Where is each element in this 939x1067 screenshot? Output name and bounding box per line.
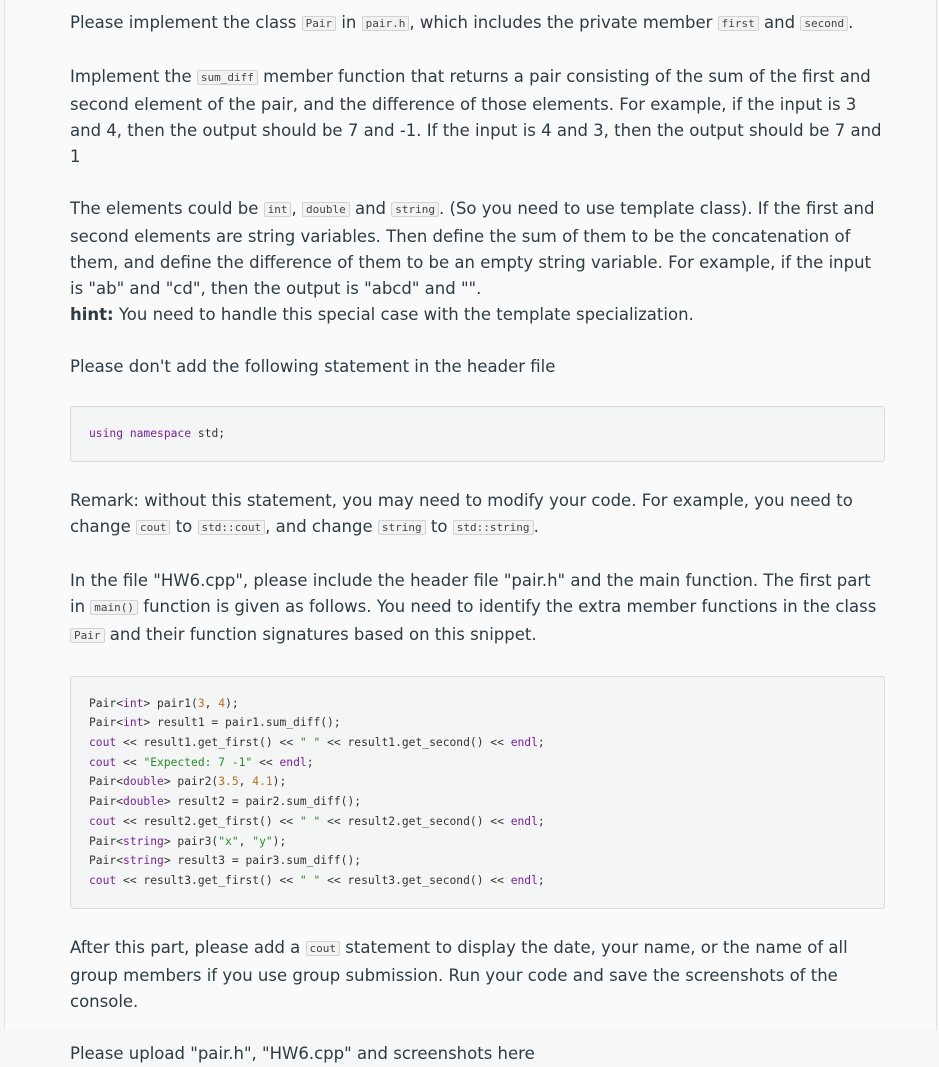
code-line xyxy=(89,832,866,852)
code-token: << result3.get_first() << xyxy=(116,873,300,887)
text: , xyxy=(291,199,302,218)
code-token: 4.1 xyxy=(252,775,273,789)
inline-code: Pair xyxy=(302,16,337,31)
code-token: Pair< xyxy=(89,716,124,730)
code-token: , xyxy=(238,834,253,848)
code-token: ; xyxy=(537,736,545,750)
code-token: << result3.get_second() << xyxy=(320,873,511,887)
code-token: cout xyxy=(89,755,117,769)
hint-text: You need to handle this special case with the template specialization. xyxy=(113,305,694,324)
code-token: > result1 = pair1.sum_diff(); xyxy=(143,716,341,730)
code-token: ); xyxy=(272,834,287,848)
code-token: > pair2( xyxy=(163,775,219,789)
code-token: endl xyxy=(510,736,538,750)
inline-code: std::string xyxy=(453,520,534,535)
code-token: double xyxy=(123,795,164,809)
text: In the file "HW6.cpp", please include the header file "pair.h" and the main function. The first part in xyxy=(70,570,871,616)
code-token: Pair< xyxy=(89,854,124,868)
code-keyword: using xyxy=(89,427,124,440)
code-token: > result3 = pair3.sum_diff(); xyxy=(163,854,362,868)
text: Please implement the class xyxy=(70,13,302,32)
text: to xyxy=(170,516,198,536)
code-token: string xyxy=(123,834,164,848)
paragraph-remark xyxy=(70,488,885,542)
code-token: 4 xyxy=(218,696,226,710)
paragraph-cout-statement xyxy=(70,935,885,1015)
text: , which includes the private member xyxy=(409,13,718,32)
text: in xyxy=(336,13,362,32)
code-token: endl xyxy=(510,873,538,887)
text: , and change xyxy=(265,516,378,536)
code-token: << result2.get_first() << xyxy=(116,814,300,828)
code-token: "y" xyxy=(252,834,273,848)
code-line xyxy=(89,851,866,871)
text: . xyxy=(848,13,854,32)
paragraph-main-file xyxy=(70,568,885,650)
code-token: > pair3( xyxy=(163,834,219,848)
code-token: ; xyxy=(537,873,545,887)
code-token: 3.5 xyxy=(218,775,239,789)
text: to xyxy=(425,516,453,536)
code-token: endl xyxy=(510,814,538,828)
code-token: Pair< xyxy=(89,795,124,809)
code-token: cout xyxy=(89,736,117,750)
code-token: double xyxy=(123,775,164,789)
inline-code: second xyxy=(800,16,848,31)
code-token: , xyxy=(204,696,219,710)
inline-code: cout xyxy=(136,520,171,535)
code-token: ; xyxy=(306,755,314,769)
code-token: endl xyxy=(279,755,307,769)
code-token: string xyxy=(123,854,164,868)
code-token: 3 xyxy=(197,696,205,710)
code-token: << xyxy=(116,755,144,769)
code-block-using-namespace xyxy=(70,406,885,462)
text: and their function signatures based on this snippet. xyxy=(104,624,537,644)
code-token: Pair< xyxy=(89,834,124,848)
text: statement to display the date, your name, or the name of all group members if you use group submission. Run your code and save the screenshots of the console. xyxy=(70,937,848,1011)
text: and xyxy=(349,199,392,218)
code-line xyxy=(89,694,866,714)
paragraph-types xyxy=(70,196,885,302)
code-token: "x" xyxy=(218,834,239,848)
code-line xyxy=(89,713,866,733)
text: The elements could be xyxy=(70,199,264,218)
code-token: > pair1( xyxy=(143,696,198,710)
code-line xyxy=(89,792,866,812)
code-line xyxy=(89,812,866,832)
paragraph-intro xyxy=(70,10,885,38)
code-text: std; xyxy=(191,427,226,440)
code-token: << result1.get_second() << xyxy=(320,736,511,750)
inline-code: string xyxy=(378,520,426,535)
code-token: Pair< xyxy=(89,775,124,789)
text: and xyxy=(758,13,801,32)
code-block-main-snippet xyxy=(70,676,885,909)
text: . (So you need to use template class). If the first and second elements are string variables. Then define the sum of them to be the concatenation of them, and define the difference of them to be an empty string variable. For example, if the input is "ab" and "cd", then the output is "abcd" and "". xyxy=(70,199,875,298)
text: After this part, please add a xyxy=(70,937,306,957)
inline-code: pair.h xyxy=(362,16,410,31)
code-token: << result2.get_second() << xyxy=(320,814,511,828)
code-token: " " xyxy=(299,873,321,887)
inline-code: first xyxy=(718,16,759,31)
paragraph-sum-diff xyxy=(70,64,885,170)
hint-label: hint: xyxy=(70,305,114,324)
inline-code: sum_diff xyxy=(197,70,258,85)
inline-code: cout xyxy=(306,941,341,956)
code-token: Pair< xyxy=(89,696,124,710)
code-token: int xyxy=(123,696,144,710)
code-token: , xyxy=(238,775,253,789)
code-token: ; xyxy=(537,814,545,828)
inline-code: int xyxy=(264,202,292,217)
code-token: int xyxy=(123,716,144,730)
code-token: " " xyxy=(299,736,321,750)
text: Implement the xyxy=(70,67,197,86)
inline-code: std::cout xyxy=(198,520,266,535)
code-token: > result2 = pair2.sum_diff(); xyxy=(163,795,362,809)
code-token: cout xyxy=(89,873,117,887)
paragraph-hint xyxy=(70,302,885,328)
paragraph-upload: Please upload "pair.h", "HW6.cpp" and screenshots here xyxy=(70,1043,535,1063)
text: Remark: without this statement, you may need to modify your code. For example, you need to change xyxy=(70,490,853,536)
code-keyword: namespace xyxy=(129,427,192,440)
code-line xyxy=(89,733,866,753)
inline-code: string xyxy=(391,202,439,217)
code-token: << result1.get_first() << xyxy=(116,736,300,750)
assignment-panel xyxy=(4,0,937,1063)
code-token: ); xyxy=(272,775,287,789)
assignment-content xyxy=(70,10,885,1067)
text: function is given as follows. You need to identify the extra member functions in the class xyxy=(138,596,877,616)
code-token: "Expected: 7 -1" xyxy=(143,755,253,769)
text: member function that returns a pair consisting of the sum of the first and second element of the pair, and the difference of those elements. For example, if the input is 3 and 4, then the output should be 7 and -1. If the input is 4 and 3, then the output should be 7 and 1 xyxy=(70,67,882,166)
code-token: ); xyxy=(225,696,239,710)
inline-code: main() xyxy=(90,600,138,615)
inline-code: double xyxy=(302,202,350,217)
code-token: " " xyxy=(299,814,321,828)
inline-code: Pair xyxy=(70,628,105,643)
paragraph-no-namespace: Please don't add the following statement in the header file xyxy=(70,357,556,376)
text: . xyxy=(533,516,539,536)
code-token: cout xyxy=(89,814,117,828)
code-token: << xyxy=(252,755,280,769)
code-line xyxy=(89,871,866,891)
code-line xyxy=(89,772,866,792)
code-line xyxy=(89,753,866,773)
